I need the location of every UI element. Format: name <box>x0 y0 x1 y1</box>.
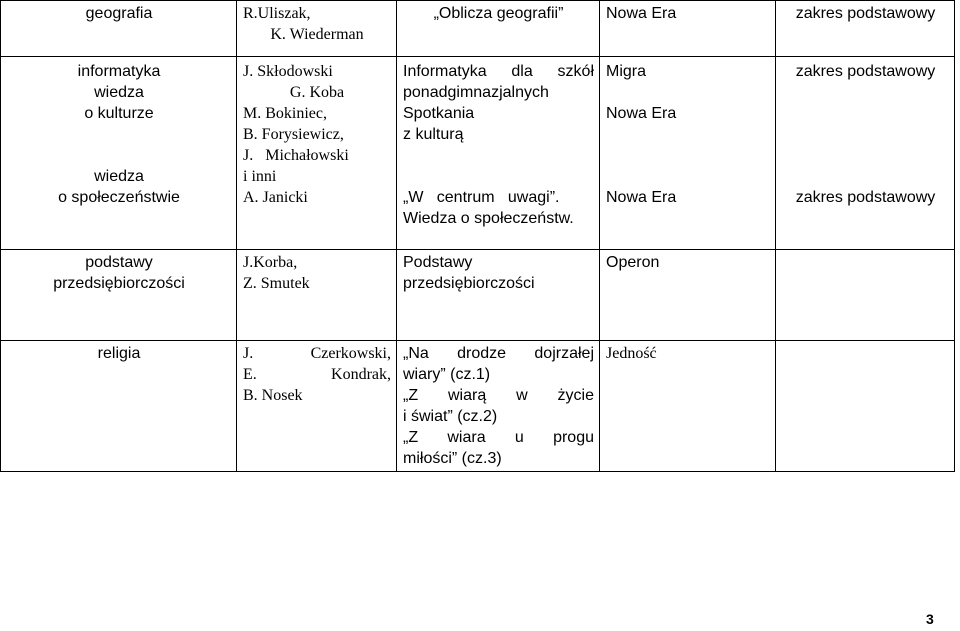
publisher-text: Nowa Era <box>606 105 677 122</box>
subject-text: wiedza <box>94 168 144 185</box>
author-text: J. Czerkowski, <box>243 345 391 362</box>
title-text: z kulturą <box>403 126 464 143</box>
author-text: J. Michałowski <box>243 147 349 164</box>
scope-text: zakres podstawowy <box>795 189 936 206</box>
title-text: „Z wiara u progu <box>403 429 594 446</box>
page-number: 3 <box>926 611 934 627</box>
scope-text: zakres podstawowy <box>795 5 936 22</box>
author-text: B. Nosek <box>243 387 303 404</box>
subject-cell <box>1 341 237 472</box>
publisher-cell <box>600 57 776 250</box>
author-text: E. Kondrak, <box>243 366 391 383</box>
title-text: ponadgimnazjalnych <box>403 84 549 101</box>
scope-text: zakres podstawowy <box>795 63 936 80</box>
table-row <box>1 1 955 57</box>
scope-cell <box>776 1 955 57</box>
authors-cell <box>237 341 397 472</box>
subject-text: religia <box>97 345 141 362</box>
subject-text: wiedza <box>94 84 144 101</box>
scope-cell <box>776 341 955 472</box>
subject-text: podstawy <box>85 254 153 271</box>
subject-text: o społeczeństwie <box>58 189 180 206</box>
title-text: „Na drodze dojrzałej <box>403 345 594 362</box>
title-text: przedsiębiorczości <box>403 275 535 292</box>
subject-text: informatyka <box>77 63 161 80</box>
subject-cell <box>1 1 237 57</box>
subject-text: geografia <box>85 5 153 22</box>
table-row <box>1 250 955 341</box>
publisher-cell <box>600 1 776 57</box>
title-text: Spotkania <box>403 105 475 122</box>
authors-cell <box>237 1 397 57</box>
title-text: Wiedza o społeczeństw. <box>403 210 574 227</box>
publisher-cell <box>600 341 776 472</box>
title-cell <box>397 250 600 341</box>
table-row <box>1 341 955 472</box>
publisher-text: Nowa Era <box>606 189 677 206</box>
publisher-text: Jedność <box>606 345 657 362</box>
table-row <box>1 57 955 250</box>
title-cell <box>397 341 600 472</box>
publisher-text: Operon <box>606 254 660 271</box>
subject-text: o kulturze <box>84 105 154 122</box>
title-text: „W centrum uwagi”. <box>403 189 560 206</box>
subject-text: przedsiębiorczości <box>53 275 185 292</box>
title-text: Informatyka dla szkół <box>403 63 594 80</box>
author-text: i inni <box>243 168 277 185</box>
author-text: R.Uliszak, <box>243 5 311 22</box>
author-text: J. Skłodowski <box>243 63 333 80</box>
author-text: A. Janicki <box>243 189 308 206</box>
title-text: i świat” (cz.2) <box>403 408 498 425</box>
title-text: „Oblicza geografii” <box>433 5 564 22</box>
publisher-cell <box>600 250 776 341</box>
title-text: miłości” (cz.3) <box>403 450 502 467</box>
author-text: B. Forysiewicz, <box>243 126 344 143</box>
authors-cell <box>237 57 397 250</box>
authors-cell <box>237 250 397 341</box>
subject-cell <box>1 250 237 341</box>
author-text: M. Bokiniec, <box>243 105 327 122</box>
title-cell <box>397 1 600 57</box>
author-text: J.Korba, <box>243 254 298 271</box>
scope-cell <box>776 250 955 341</box>
scope-cell <box>776 57 955 250</box>
subject-cell <box>1 57 237 250</box>
title-cell <box>397 57 600 250</box>
author-text: G. Koba <box>289 84 345 101</box>
publisher-text: Migra <box>606 63 647 80</box>
author-text: K. Wiederman <box>270 26 364 43</box>
title-text: Podstawy <box>403 254 473 271</box>
publisher-text: Nowa Era <box>606 5 677 22</box>
title-text: „Z wiarą w życie <box>403 387 594 404</box>
author-text: Z. Smutek <box>243 275 310 292</box>
title-text: wiary” (cz.1) <box>403 366 491 383</box>
